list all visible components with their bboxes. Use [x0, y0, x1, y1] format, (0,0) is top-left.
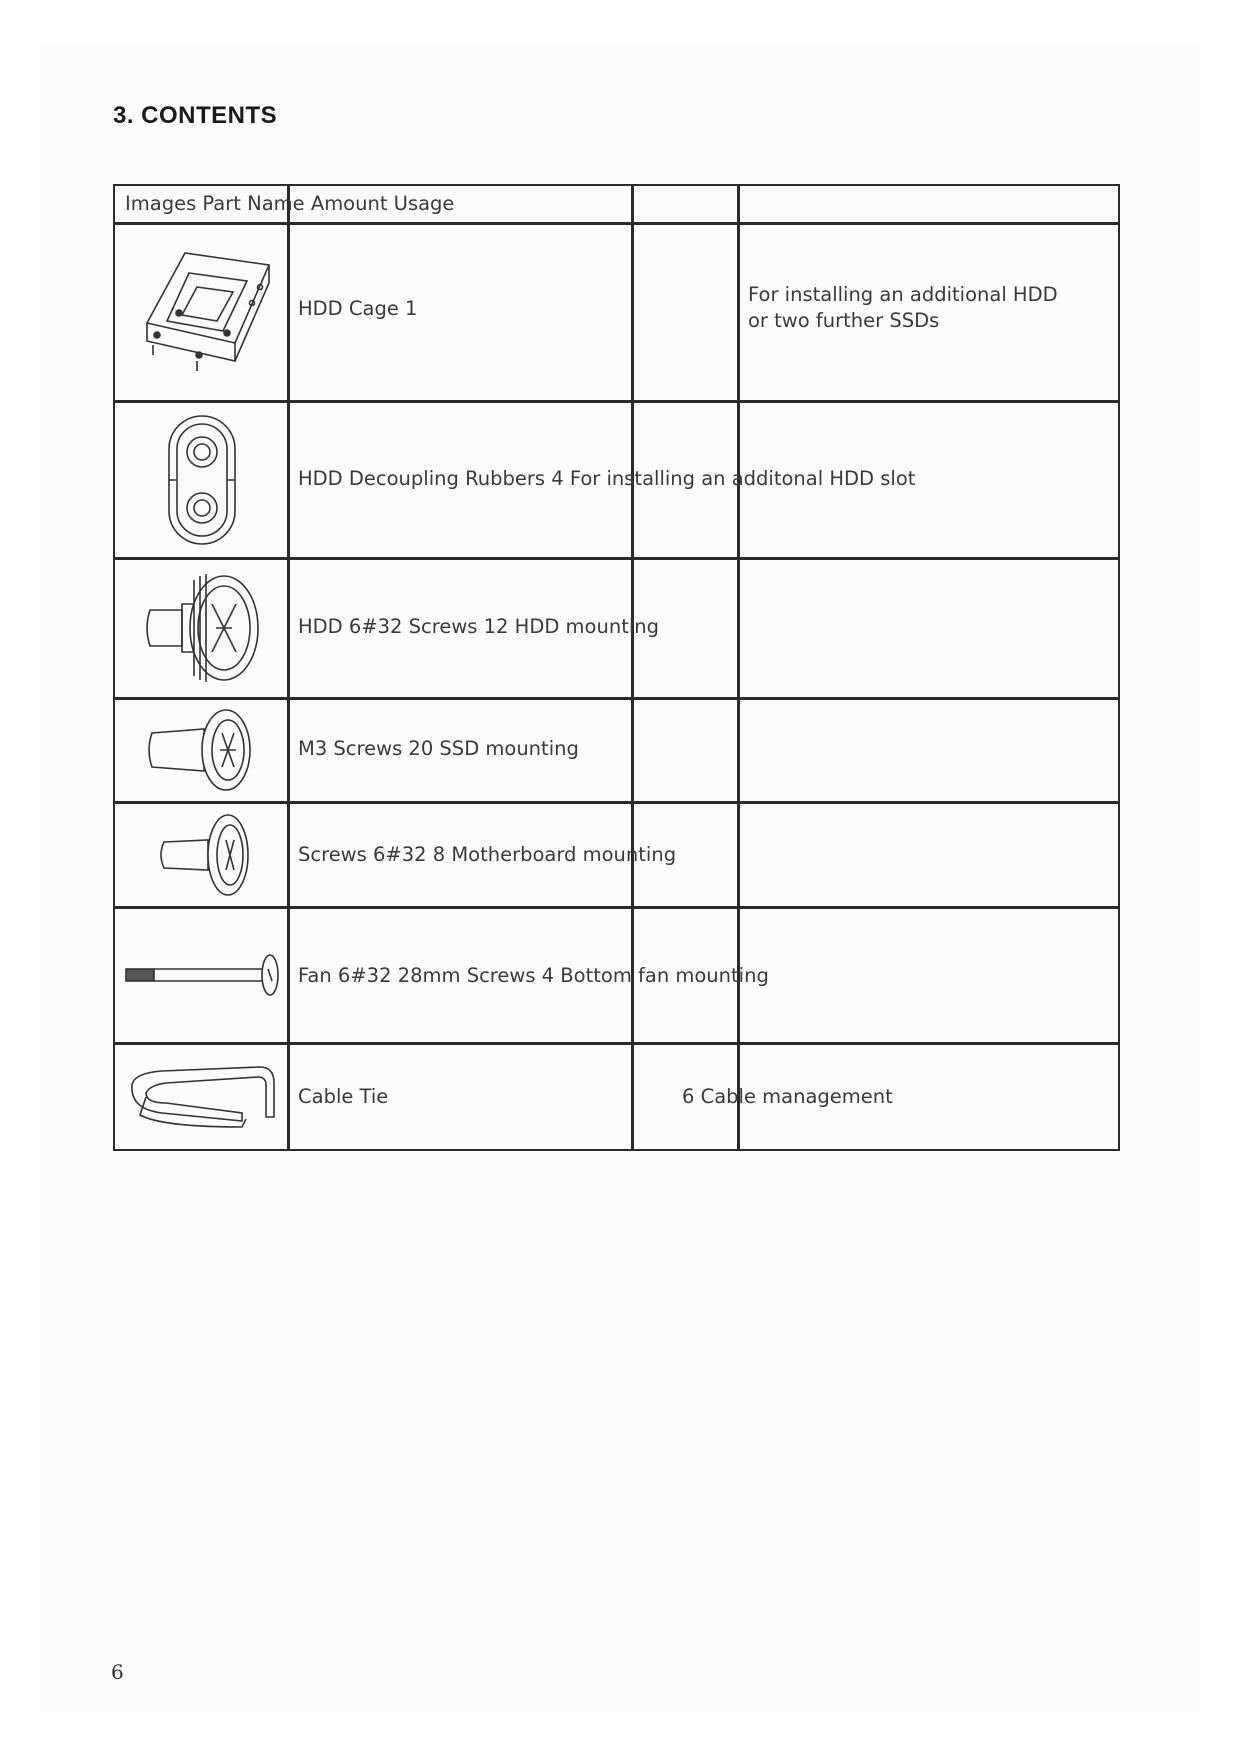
row-text: M3 Screws 20 SSD mounting: [298, 737, 579, 760]
section-heading: 3. CONTENTS: [113, 102, 278, 129]
row-text: HDD 6#32 Screws 12 HDD mounting: [298, 615, 659, 638]
row-text: Screws 6#32 8 Motherboard mounting: [298, 843, 677, 866]
motherboard-screw-icon: [115, 803, 289, 906]
row-text: Fan 6#32 28mm Screws 4 Bottom fan mounting: [298, 964, 769, 987]
long-fan-screw-icon: [115, 908, 289, 1042]
m3-screw-icon: [115, 699, 289, 801]
row-text: Cable Tie: [298, 1085, 389, 1108]
decoupling-rubber-icon: [115, 402, 289, 557]
thumb-screw-icon: [115, 559, 289, 697]
amount-usage-text: 6 Cable management: [682, 1085, 893, 1108]
page-number: 6: [111, 1660, 124, 1684]
row-text: HDD Decoupling Rubbers 4 For installing an additonal HDD slot: [298, 467, 916, 490]
column-divider: [631, 186, 634, 1149]
table-header: Images Part Name Amount Usage: [125, 192, 455, 215]
column-divider: [737, 186, 740, 1149]
hdd-cage-icon: [115, 225, 289, 400]
contents-table: [113, 184, 1120, 1151]
row-text: HDD Cage 1: [298, 297, 418, 320]
cable-tie-icon: [115, 1044, 289, 1150]
usage-text: For installing an additional HDD or two further SSDs: [748, 283, 1058, 332]
